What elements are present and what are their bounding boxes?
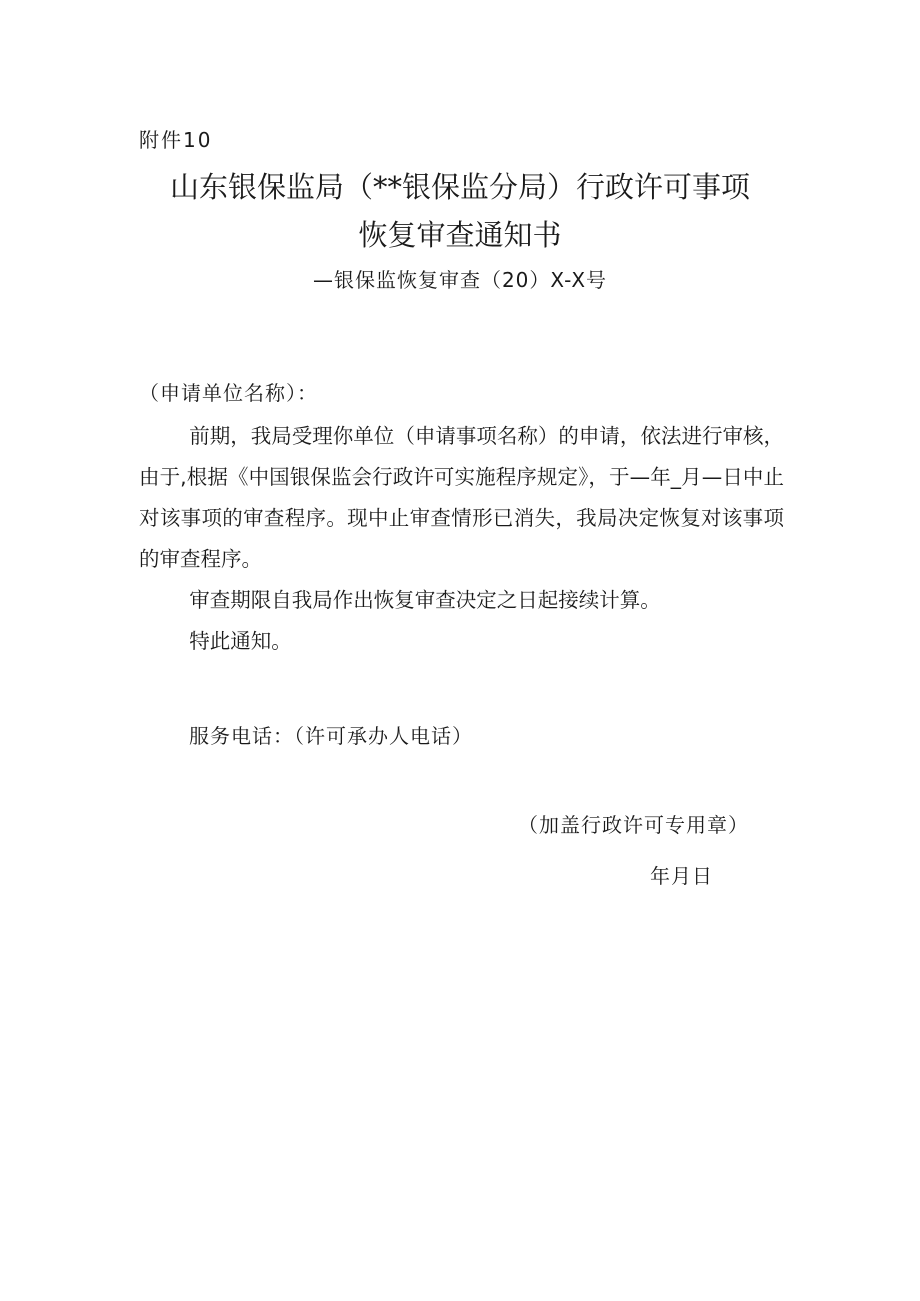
- attachment-label: 附件10: [139, 128, 213, 152]
- title-line-1: 山东银保监局（**银保监分局）行政许可事项: [169, 170, 750, 204]
- body-text: [139, 416, 784, 662]
- paragraph-closing: 特此通知。: [189, 629, 292, 653]
- date-line: 年月日: [650, 864, 713, 888]
- paragraph-main: 前期，我局受理你单位（申请事项名称）的申请，依法进行审核，由于,根据《中国银保监会行政许可实施程序规定》，于—年_月—日中止对该事项的审查程序。现中止审查情形已消失，我局决定恢复对该事项的审查程序。: [139, 424, 784, 571]
- seal-placeholder: （加盖行政许可专用章）: [518, 813, 749, 837]
- recipient-line: （申请单位名称）：: [139, 381, 318, 405]
- service-phone: 服务电话：（许可承办人电话）: [189, 724, 473, 748]
- paragraph-period: 审查期限自我局作出恢复审查决定之日起接续计算。: [189, 588, 661, 612]
- document-number: —银保监恢复审查（20）X-X号: [312, 268, 608, 292]
- title-line-2: 恢复审查通知书: [358, 218, 562, 252]
